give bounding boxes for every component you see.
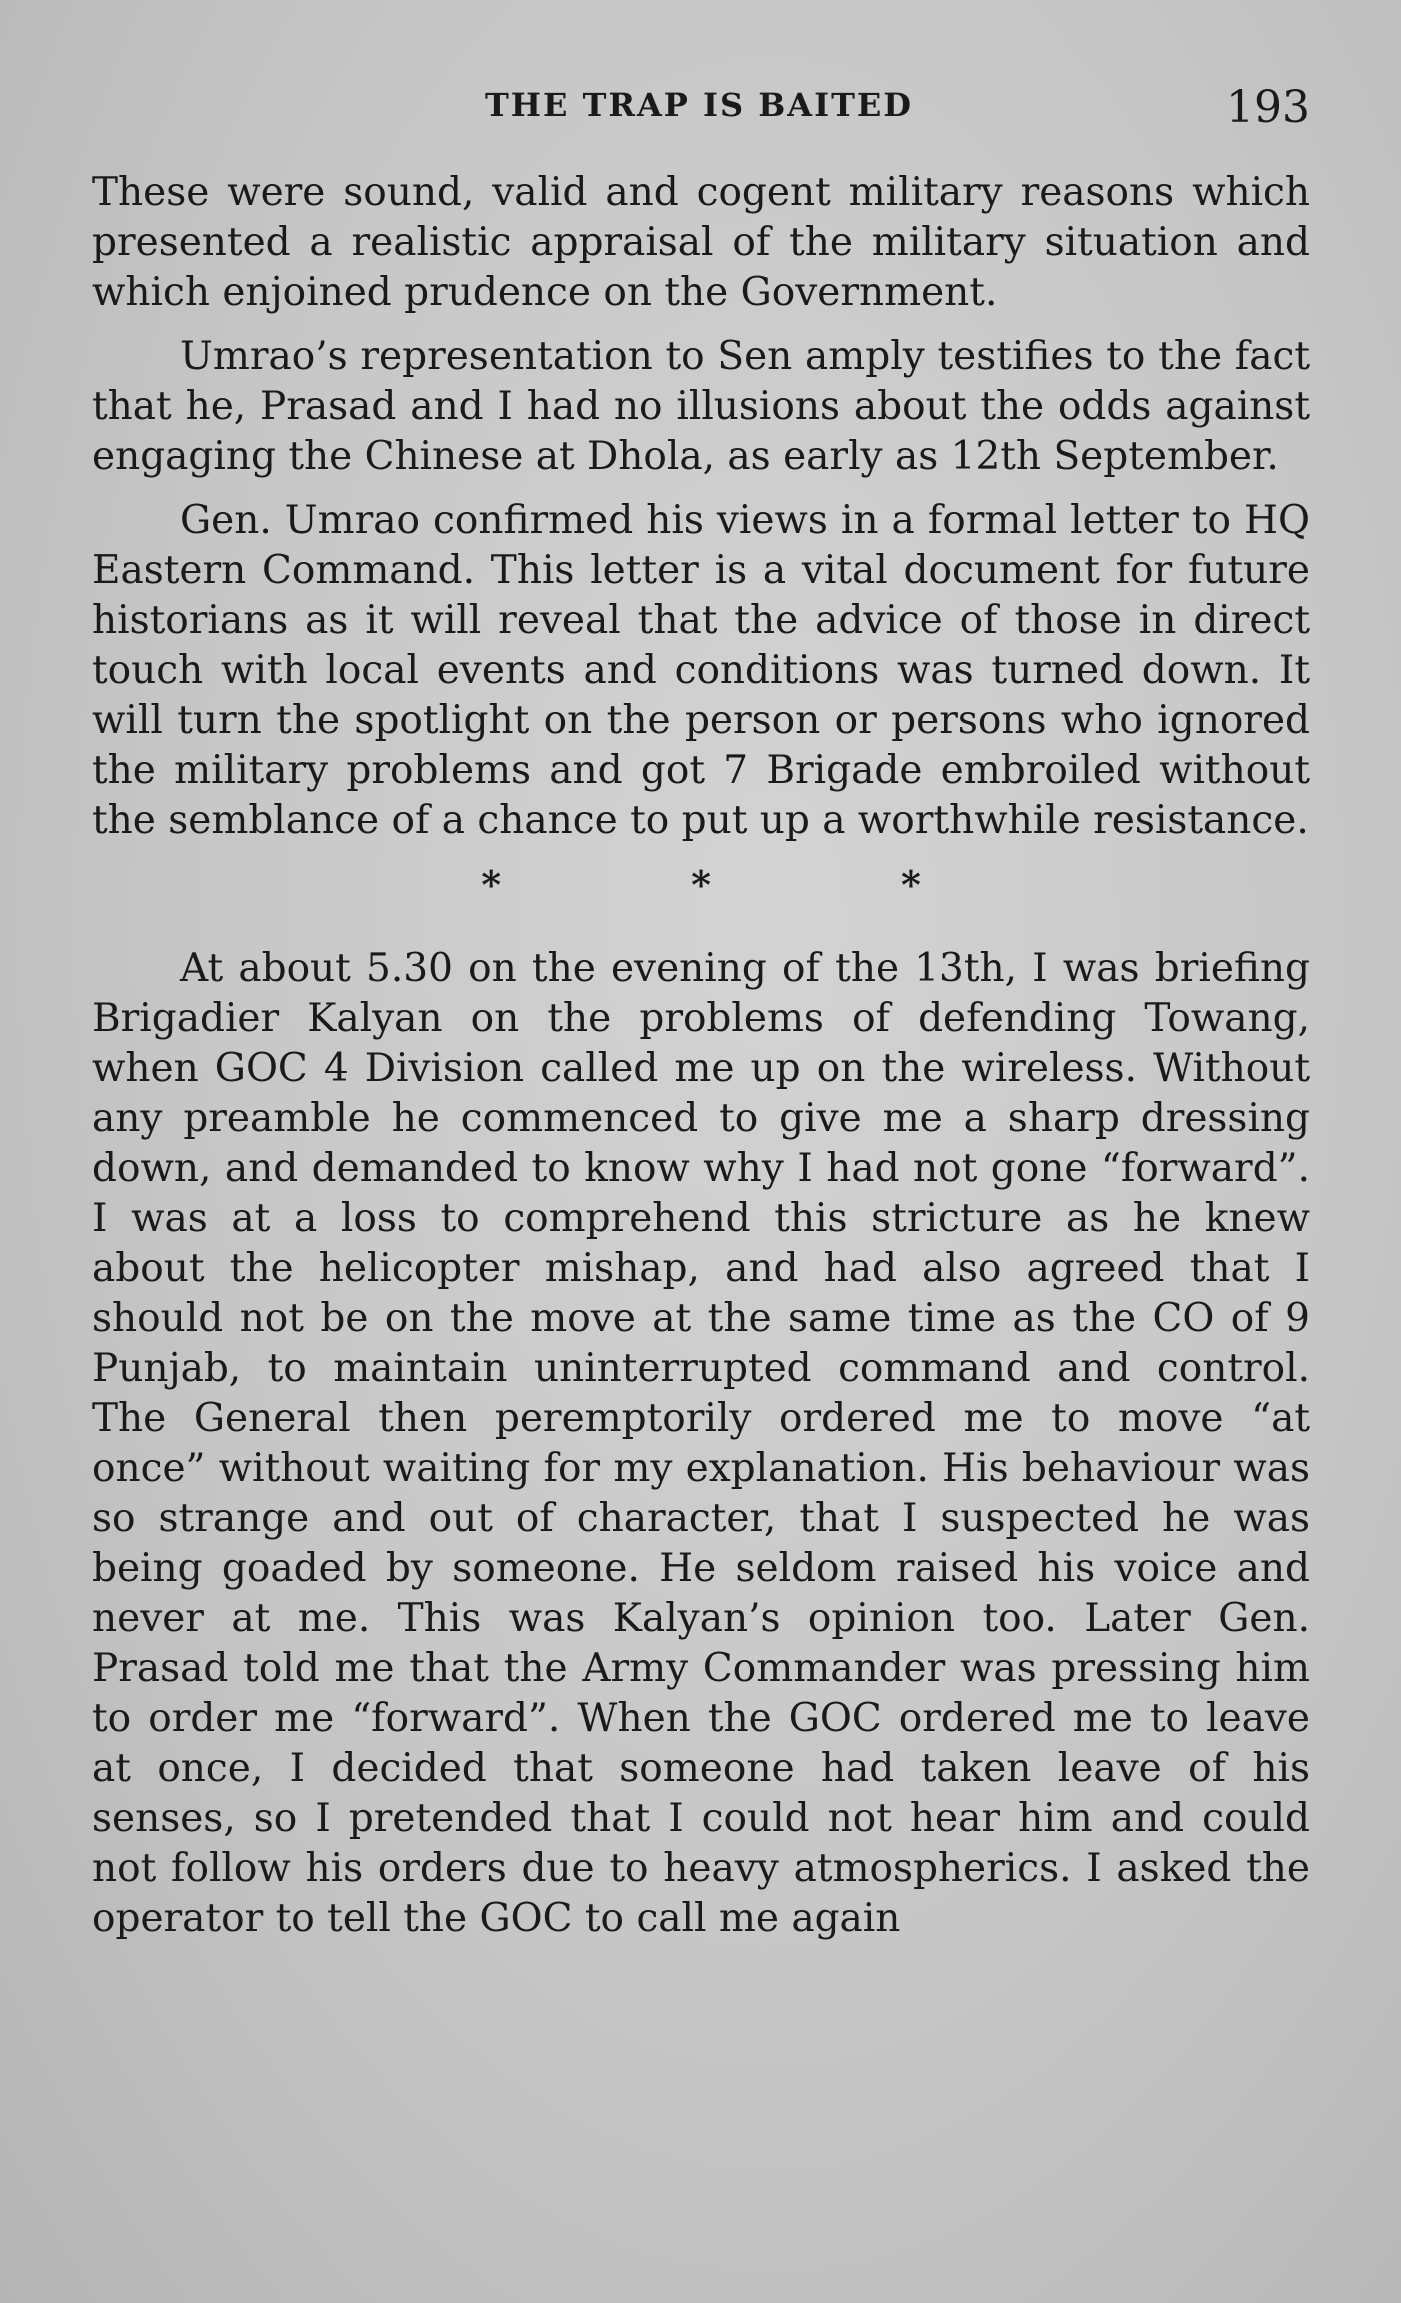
section-break <box>92 860 1310 910</box>
paragraph-4: At about 5.30 on the evening of the 13th, I was briefing Brigadier Kalyan on the problems of defending Towang, when GOC 4 Division called me up on the wireless. Without any preamble he commenced to give me a sharp dressing down, and demanded to know why I had not gone “forward”. I was at a loss to comprehend this stricture as he knew about the helicopter mishap, and had also agreed that I should not be on the move at the same time as the CO of 9 Punjab, to maintain uninterrupted command and control. The General then peremptorily ordered me to move “at once” without waiting for my explanation. His behaviour was so strange and out of character, that I suspected he was being goaded by someone. He seldom raised his voice and never at me. This was Kalyan’s opinion too. Later Gen. Prasad told me that the Army Commander was pressing him to order me “forward”. When the GOC ordered me to leave at once, I decided that someone had taken leave of his senses, so I pretended that I could not hear him and could not follow his orders due to heavy atmospherics. I asked the operator to tell the GOC to call me again <box>92 946 1310 1941</box>
page-number: 193 <box>1226 82 1310 133</box>
page-header <box>88 82 1310 142</box>
paragraph-2: Umrao’s representation to Sen amply testifies to the fact that he, Prasad and I had no illusions about the odds against engaging the Chinese at Dhola, as early as 12th September. <box>92 334 1310 479</box>
section-break-asterisk: * <box>481 862 502 907</box>
section-break-asterisk: * <box>900 862 921 907</box>
paragraph-1: These were sound, valid and cogent military reasons which presented a realistic appraisal of the military situation and which enjoined prudence on the Government. <box>92 170 1310 315</box>
body-text <box>92 168 1310 1958</box>
section-break-asterisk: * <box>691 862 711 907</box>
running-head: THE TRAP IS BAITED <box>484 86 914 124</box>
paragraph-3: Gen. Umrao confirmed his views in a formal letter to HQ Eastern Command. This letter is a vital document for future historians as it will reveal that the advice of those in direct touch with local events and conditions was turned down. It will turn the spotlight on the person or persons who ignored the military problems and got 7 Brigade embroiled without the semblance of a chance to put up a worthwhile resistance. <box>92 498 1310 843</box>
